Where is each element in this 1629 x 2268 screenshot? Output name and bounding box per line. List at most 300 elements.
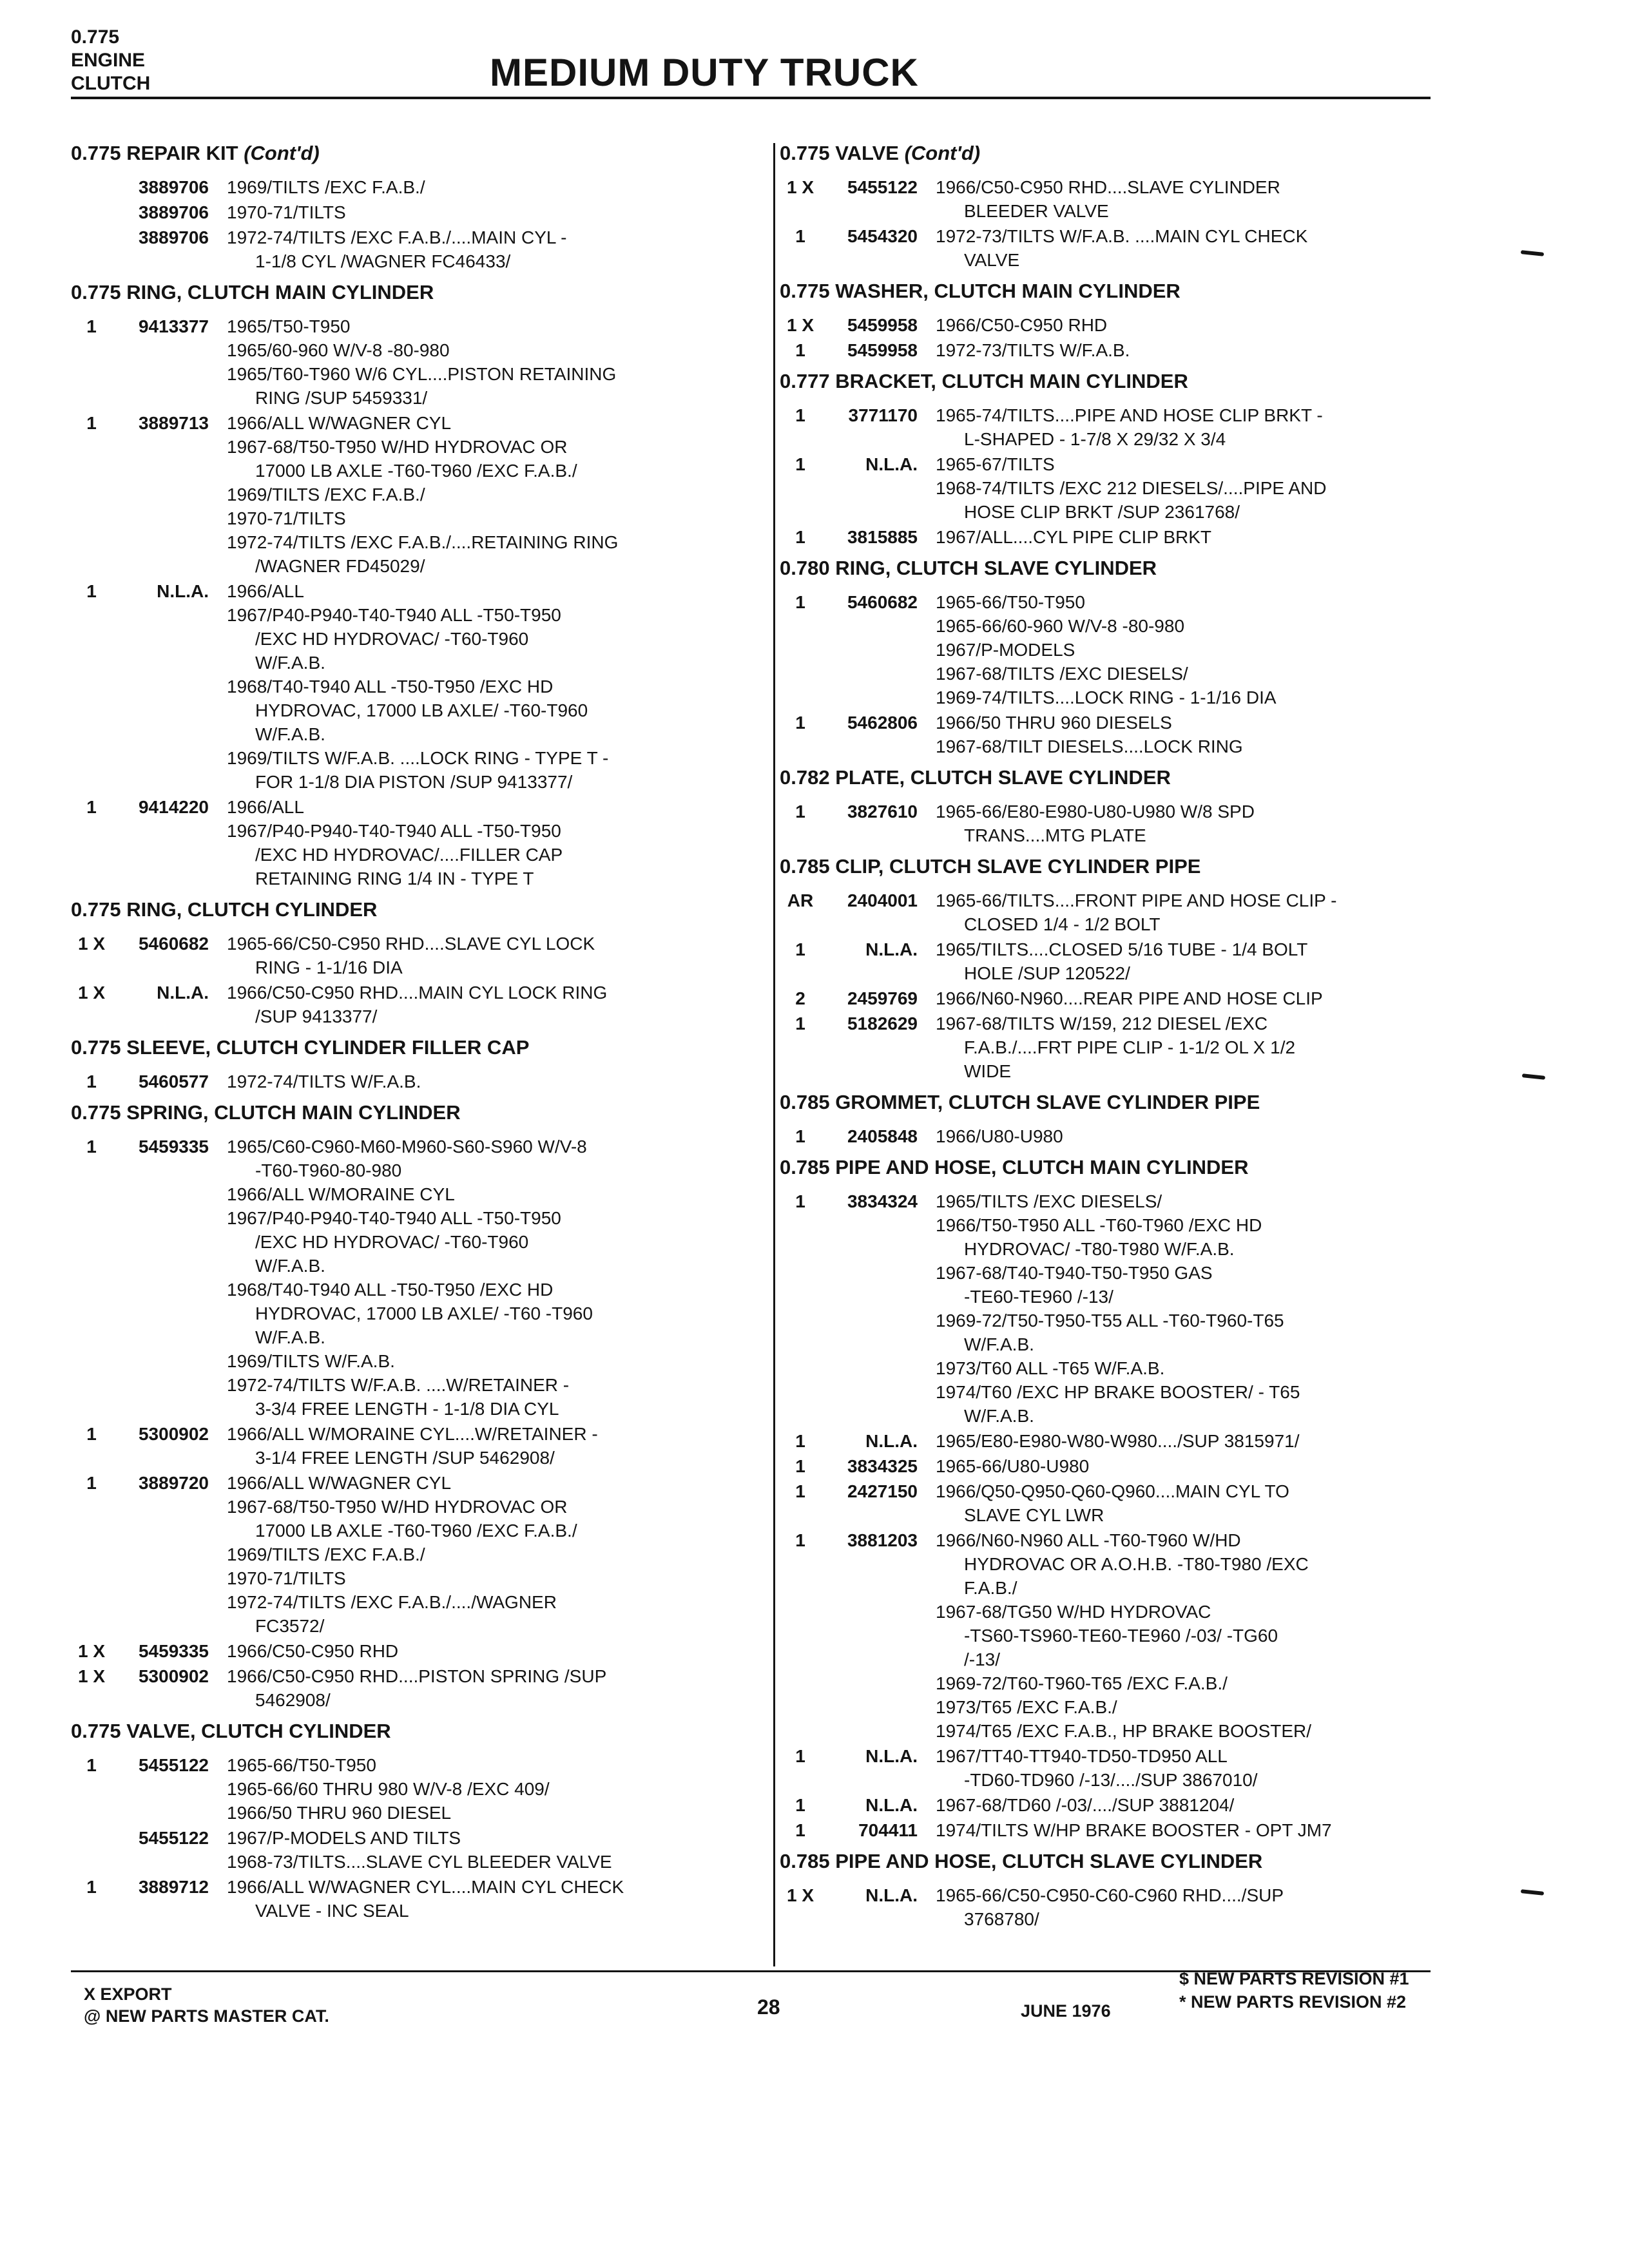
description-line: 1965-66/T50-T950 [227,1755,376,1775]
part-quantity: 1 X [77,983,106,1003]
part-row [71,579,760,794]
description-line: 1967/P40-P940-T40-T940 ALL -T50-T950 [227,605,561,625]
description-line: HOLE /SUP 120522/ [964,963,1130,983]
part-row [780,1818,1437,1842]
section-title-text: 0.775 SLEEVE, CLUTCH CYLINDER FILLER CAP [71,1036,530,1059]
description-line: 1968-73/TILTS....SLAVE CYL BLEEDER VALVE [227,1852,612,1872]
catalog-section [780,854,1437,1083]
part-description [227,1422,760,1470]
description-line: 1965-66/C50-C950-C60-C960 RHD..../SUP [936,1885,1284,1905]
description-line: 1973/T65 /EXC F.A.B./ [936,1697,1117,1717]
part-description [936,1528,1437,1743]
footer-revision-1: $ NEW PARTS REVISION #1 [1179,1969,1409,1988]
part-quantity: 1 [795,1191,805,1211]
description-line: 1972-74/TILTS /EXC F.A.B./....RETAINING RING [227,532,619,552]
margin-mark [1522,1073,1545,1080]
description-line: 1967/ALL....CYL PIPE CLIP BRKT [936,527,1211,547]
part-quantity: 1 [795,527,805,547]
part-row [780,1124,1437,1148]
part-quantity: 1 [795,802,805,822]
description-line: -T60-T960-80-980 [255,1160,402,1180]
section-title [780,765,1437,791]
catalog-section [780,555,1437,758]
description-line: 17000 LB AXLE -T60-T960 /EXC F.A.B./ [255,461,577,481]
description-line: 1967/P40-P940-T40-T940 ALL -T50-T950 [227,1208,561,1228]
part-number: 5454320 [847,226,918,246]
description-line: TRANS....MTG PLATE [964,825,1146,845]
part-row [780,1479,1437,1527]
description-line: 1966/N60-N960....REAR PIPE AND HOSE CLIP [936,988,1323,1008]
section-code [71,26,150,95]
part-quantity: 1 X [786,1885,815,1905]
part-description [936,590,1437,709]
description-line: W/F.A.B. [255,1256,325,1276]
part-description [936,175,1437,223]
part-row [71,1135,760,1421]
part-number: 3889706 [138,177,209,197]
part-description [227,932,760,979]
part-row [71,795,760,890]
catalog-section [780,1849,1437,1931]
part-row [780,1883,1437,1931]
description-line: BLEEDER VALVE [964,201,1109,221]
description-line: 1974/T65 /EXC F.A.B., HP BRAKE BOOSTER/ [936,1721,1312,1741]
section-title [71,1035,760,1061]
part-number: 5182629 [847,1014,918,1033]
part-row [780,1012,1437,1083]
description-line: W/F.A.B. [964,1406,1034,1426]
section-title-text: 0.780 RING, CLUTCH SLAVE CYLINDER [780,557,1157,579]
part-number: 2459769 [847,988,918,1008]
part-row [71,1875,760,1923]
part-quantity: 1 [86,1877,97,1897]
part-quantity: 1 X [77,1666,106,1686]
description-line: 1972-74/TILTS /EXC F.A.B./....MAIN CYL - [227,227,567,247]
part-quantity: 1 [795,592,805,612]
description-line: 1969/TILTS /EXC F.A.B./ [227,177,425,197]
description-line: WIDE [964,1061,1012,1081]
part-quantity: 1 [86,1755,97,1775]
part-row [780,986,1437,1010]
description-line: CLOSED 1/4 - 1/2 BOLT [964,914,1161,934]
description-line: FC3572/ [255,1616,325,1636]
part-row [780,403,1437,451]
description-line: 1967-68/T50-T950 W/HD HYDROVAC OR [227,437,568,457]
description-line: SLAVE CYL LWR [964,1505,1104,1525]
description-line: 1972-74/TILTS /EXC F.A.B./..../WAGNER [227,1592,557,1612]
part-row [71,1664,760,1712]
description-line: 1967-68/TILT DIESELS....LOCK RING [936,736,1243,756]
section-title-text: 0.775 VALVE [780,142,899,164]
description-line: L-SHAPED - 1-7/8 X 29/32 X 3/4 [964,429,1226,449]
part-description [936,1012,1437,1083]
part-number: N.L.A. [157,581,209,601]
description-line: 1968/T40-T940 ALL -T50-T950 /EXC HD [227,677,554,697]
description-line: 1965/TILTS /EXC DIESELS/ [936,1191,1162,1211]
description-line: 1966/ALL W/MORAINE CYL [227,1184,455,1204]
description-line: HYDROVAC, 17000 LB AXLE/ -T60 -T960 [255,1303,593,1323]
part-number: 2405848 [847,1126,918,1146]
part-description [936,224,1437,272]
description-line: /EXC HD HYDROVAC/ -T60-T960 [255,629,529,649]
part-quantity: 1 [795,713,805,733]
description-line: W/F.A.B. [255,653,325,673]
description-line: 1965/T60-T960 W/6 CYL....PISTON RETAINING [227,364,617,384]
part-row [71,1639,760,1663]
section-title-text: 0.785 PIPE AND HOSE, CLUTCH SLAVE CYLINDER [780,1850,1263,1872]
description-line: 17000 LB AXLE -T60-T960 /EXC F.A.B./ [255,1521,577,1541]
part-row [71,175,760,199]
part-description [936,1883,1437,1931]
description-line: W/F.A.B. [964,1334,1034,1354]
part-number: N.L.A. [865,1885,918,1905]
description-line: 1972-74/TILTS W/F.A.B. [227,1072,421,1091]
page-title: MEDIUM DUTY TRUCK [490,51,919,94]
section-title-text: 0.782 PLATE, CLUTCH SLAVE CYLINDER [780,766,1171,789]
part-description [936,1818,1437,1842]
part-description [227,1135,760,1421]
part-quantity: 1 [795,1014,805,1033]
description-line: 1965-66/T50-T950 [936,592,1085,612]
description-line: 1966/C50-C950 RHD [936,315,1108,335]
description-line: 1965-66/C50-C950 RHD....SLAVE CYL LOCK [227,934,595,954]
part-number: 5455122 [138,1828,209,1848]
description-line: 1969/TILTS W/F.A.B. ....LOCK RING - TYPE T - [227,748,609,768]
footer-master-legend: @ NEW PARTS MASTER CAT. [84,2006,329,2026]
part-number: 2404001 [847,890,918,910]
part-number: 5300902 [138,1424,209,1444]
part-number: N.L.A. [865,454,918,474]
part-quantity: 1 [86,797,97,817]
description-line: RING - 1-1/16 DIA [255,957,403,977]
description-line: 1972-74/TILTS W/F.A.B. ....W/RETAINER - [227,1375,570,1395]
description-line: 3768780/ [964,1909,1039,1929]
part-quantity: 1 [795,1530,805,1550]
section-title-text: 0.777 BRACKET, CLUTCH MAIN CYLINDER [780,370,1188,392]
section-code-group: ENGINE [71,50,146,71]
part-number: 3771170 [848,405,918,425]
part-number: 704411 [858,1820,918,1840]
part-description [936,711,1437,758]
part-number: 3889712 [138,1877,209,1897]
part-quantity: 1 [86,1072,97,1091]
part-row [71,411,760,578]
part-number: N.L.A. [865,939,918,959]
catalog-section [780,369,1437,549]
part-number: 3889713 [138,413,209,433]
section-title-text: 0.785 PIPE AND HOSE, CLUTCH MAIN CYLINDER [780,1156,1249,1178]
description-line: 1966/N60-N960 ALL -T60-T960 W/HD [936,1530,1241,1550]
part-quantity: 1 X [77,934,106,954]
part-row [780,1793,1437,1817]
section-title [780,854,1437,879]
description-line: 1967-68/TILTS W/159, 212 DIESEL /EXC [936,1014,1268,1033]
part-description [227,1070,760,1093]
part-row [780,224,1437,272]
footer-export-legend: X EXPORT [84,1984,172,2004]
part-quantity: 1 [795,1820,805,1840]
description-line: 1966/U80-U980 [936,1126,1063,1146]
part-row [780,1744,1437,1792]
part-row [780,175,1437,223]
description-line: 1966/C50-C950 RHD [227,1641,399,1661]
description-line: 1967-68/T50-T950 W/HD HYDROVAC OR [227,1497,568,1517]
part-row [71,1422,760,1470]
catalog-section [780,1155,1437,1842]
part-description [227,200,760,224]
description-line: 1970-71/TILTS [227,508,346,528]
part-description [936,525,1437,549]
part-description [227,411,760,578]
description-line: 1967-68/TD60 /-03/..../SUP 3881204/ [936,1795,1235,1815]
part-quantity: 1 X [77,1641,106,1661]
part-description [936,1793,1437,1817]
part-number: 5300902 [138,1666,209,1686]
description-line: 1965-66/60-960 W/V-8 -80-980 [936,616,1185,636]
part-quantity: 1 [795,340,805,360]
section-code-subgroup: CLUTCH [71,73,151,94]
part-description [227,1753,760,1825]
catalog-section [71,1035,760,1093]
part-row [71,1070,760,1093]
description-line: 1966/ALL W/MORAINE CYL....W/RETAINER - [227,1424,598,1444]
section-title-text: 0.775 SPRING, CLUTCH MAIN CYLINDER [71,1101,461,1124]
part-number: 3834325 [847,1456,918,1476]
description-line: 1966/Q50-Q950-Q60-Q960....MAIN CYL TO [936,1481,1289,1501]
part-row [71,932,760,979]
part-quantity: 1 [795,1456,805,1476]
part-description [936,1429,1437,1453]
part-quantity: 1 [795,939,805,959]
description-line: 1967/P-MODELS [936,640,1075,660]
description-line: 1972-73/TILTS W/F.A.B. ....MAIN CYL CHECK [936,226,1308,246]
part-row [780,889,1437,936]
section-title [780,1155,1437,1180]
part-description [936,1124,1437,1148]
part-description [936,1454,1437,1478]
part-row [780,452,1437,524]
part-number: N.L.A. [157,983,209,1003]
margin-mark [1521,250,1544,256]
part-description [936,937,1437,985]
part-row [71,1471,760,1638]
part-description [227,1875,760,1923]
description-line: 1-1/8 CYL /WAGNER FC46433/ [255,251,511,271]
description-line: 1966/C50-C950 RHD....PISTON SPRING /SUP [227,1666,607,1686]
part-quantity: 1 X [786,177,815,197]
section-title [780,1090,1437,1115]
footer-date: JUNE 1976 [1021,2001,1111,2021]
description-line: 1966/50 THRU 960 DIESELS [936,713,1172,733]
part-description [936,313,1437,337]
part-number: 5459335 [138,1137,209,1157]
part-description [936,452,1437,524]
part-quantity: 1 [86,581,97,601]
description-line: 1968/T40-T940 ALL -T50-T950 /EXC HD [227,1280,554,1300]
part-row [780,1454,1437,1478]
section-title-text: 0.775 VALVE, CLUTCH CYLINDER [71,1720,391,1742]
description-line: 1965-66/TILTS....FRONT PIPE AND HOSE CLIP - [936,890,1337,910]
description-line: 1965/TILTS....CLOSED 5/16 TUBE - 1/4 BOLT [936,939,1308,959]
description-line: 1969-74/TILTS....LOCK RING - 1-1/16 DIA [936,687,1277,707]
catalog-section [71,140,760,273]
description-line: VALVE - INC SEAL [255,1901,409,1921]
description-line: 1965/T50-T950 [227,316,351,336]
section-title [780,278,1437,304]
description-line: VALVE [964,250,1020,270]
part-description [936,1744,1437,1792]
part-row [780,1189,1437,1428]
part-number: 5459958 [847,340,918,360]
part-number: 5459958 [847,315,918,335]
description-line: 1966/C50-C950 RHD....SLAVE CYLINDER [936,177,1280,197]
part-quantity: 1 X [786,315,815,335]
footer-revision-2: * NEW PARTS REVISION #2 [1179,1992,1407,2012]
column-divider [773,143,775,1966]
part-row [780,711,1437,758]
page-number: 28 [757,1995,780,2019]
part-quantity: 2 [795,988,805,1008]
description-line: 1965/C60-C960-M60-M960-S60-S960 W/V-8 [227,1137,587,1157]
part-row [71,981,760,1028]
part-description [227,226,760,273]
part-description [936,800,1437,847]
part-quantity: 1 [86,1473,97,1493]
part-number: 3834324 [847,1191,918,1211]
description-line: RETAINING RING 1/4 IN - TYPE T [255,869,534,889]
part-quantity: 1 [795,226,805,246]
description-line: 1965/E80-E980-W80-W980..../SUP 3815971/ [936,1431,1300,1451]
catalog-section [780,765,1437,847]
part-number: 5460577 [138,1072,209,1091]
description-line: 1969/TILTS /EXC F.A.B./ [227,485,425,505]
part-description [936,338,1437,362]
catalog-section [780,140,1437,272]
description-line: 1966/ALL W/WAGNER CYL [227,1473,452,1493]
description-line: 1965-67/TILTS [936,454,1055,474]
description-line: /SUP 9413377/ [255,1006,378,1026]
section-title [780,1849,1437,1874]
description-line: 1968-74/TILTS /EXC 212 DIESELS/....PIPE AND [936,478,1327,498]
part-description [936,403,1437,451]
description-line: -TD60-TD960 /-13/..../SUP 3867010/ [964,1770,1258,1790]
description-line: W/F.A.B. [255,1327,325,1347]
description-line: 1967/TT40-TT940-TD50-TD950 ALL [936,1746,1228,1766]
part-quantity: 1 [86,1424,97,1444]
part-row [71,200,760,224]
part-quantity: 1 [795,1795,805,1815]
catalog-section [71,280,760,890]
catalog-section [780,278,1437,362]
description-line: 1970-71/TILTS [227,1568,346,1588]
part-number: N.L.A. [865,1431,918,1451]
description-line: 1965-74/TILTS....PIPE AND HOSE CLIP BRKT - [936,405,1323,425]
part-number: 3827610 [847,802,918,822]
part-number: 5460682 [847,592,918,612]
description-line: 1965-66/U80-U980 [936,1456,1090,1476]
header-rule [71,97,1431,99]
description-line: HYDROVAC OR A.O.H.B. -T80-T980 /EXC [964,1554,1309,1574]
section-title [780,140,1437,166]
margin-mark [1521,1889,1544,1896]
description-line: 1966/ALL W/WAGNER CYL....MAIN CYL CHECK [227,1877,624,1897]
description-line: HYDROVAC, 17000 LB AXLE/ -T60-T960 [255,700,588,720]
section-title [780,555,1437,581]
description-line: 3-1/4 FREE LENGTH /SUP 5462908/ [255,1448,555,1468]
section-title [71,140,760,166]
description-line: 1969/TILTS W/F.A.B. [227,1351,395,1371]
catalog-section [780,1090,1437,1148]
part-number: 9413377 [138,316,209,336]
part-row [71,314,760,410]
part-description [227,795,760,890]
part-description [227,1639,760,1663]
part-description [227,314,760,410]
part-row [780,590,1437,709]
section-code-number: 0.775 [71,26,120,48]
part-row [780,1528,1437,1743]
description-line: RING /SUP 5459331/ [255,388,428,408]
description-line: 1967-68/TILTS /EXC DIESELS/ [936,664,1188,684]
part-row [780,338,1437,362]
description-line: HOSE CLIP BRKT /SUP 2361768/ [964,502,1240,522]
description-line: HYDROVAC/ -T80-T980 W/F.A.B. [964,1239,1235,1259]
part-row [780,937,1437,985]
description-line: 1966/ALL [227,581,304,601]
part-number: 2427150 [847,1481,918,1501]
description-line: F.A.B./....FRT PIPE CLIP - 1-1/2 OL X 1/2 [964,1037,1296,1057]
part-number: N.L.A. [865,1746,918,1766]
part-number: 3889706 [138,202,209,222]
part-row [71,1753,760,1825]
description-line: -TS60-TS960-TE60-TE960 /-03/ -TG60 [964,1626,1278,1646]
section-title [71,280,760,305]
part-number: N.L.A. [865,1795,918,1815]
description-line: 1967/P40-P940-T40-T940 ALL -T50-T950 [227,821,561,841]
part-number: 3889720 [138,1473,209,1493]
description-line: 1966/ALL [227,797,304,817]
part-row [780,1429,1437,1453]
description-line: 1974/T60 /EXC HP BRAKE BOOSTER/ - T65 [936,1382,1300,1402]
part-quantity: 1 [86,316,97,336]
part-number: 5455122 [138,1755,209,1775]
description-line: 1969-72/T60-T960-T65 /EXC F.A.B./ [936,1673,1228,1693]
description-line: 1966/C50-C950 RHD....MAIN CYL LOCK RING [227,983,608,1003]
part-number: 9414220 [138,797,209,817]
section-title [71,1100,760,1126]
catalog-section [71,897,760,1028]
part-quantity: 1 [795,1746,805,1766]
part-description [936,986,1437,1010]
description-line: /WAGNER FD45029/ [255,556,425,576]
part-number: 3815885 [847,527,918,547]
catalog-section [71,1100,760,1712]
description-line: /EXC HD HYDROVAC/....FILLER CAP [255,845,563,865]
description-line: 3-3/4 FREE LENGTH - 1-1/8 DIA CYL [255,1399,559,1419]
description-line: W/F.A.B. [255,724,325,744]
section-title [780,369,1437,394]
part-description [227,981,760,1028]
description-line: 5462908/ [255,1690,331,1710]
description-line: 1965/60-960 W/V-8 -80-980 [227,340,450,360]
description-line: 1966/T50-T950 ALL -T60-T960 /EXC HD [936,1215,1262,1235]
part-number: 5455122 [847,177,918,197]
part-description [227,1826,760,1874]
description-line: 1972-73/TILTS W/F.A.B. [936,340,1130,360]
part-number: 3881203 [847,1530,918,1550]
section-title-text: 0.775 RING, CLUTCH CYLINDER [71,898,378,921]
part-row [780,525,1437,549]
